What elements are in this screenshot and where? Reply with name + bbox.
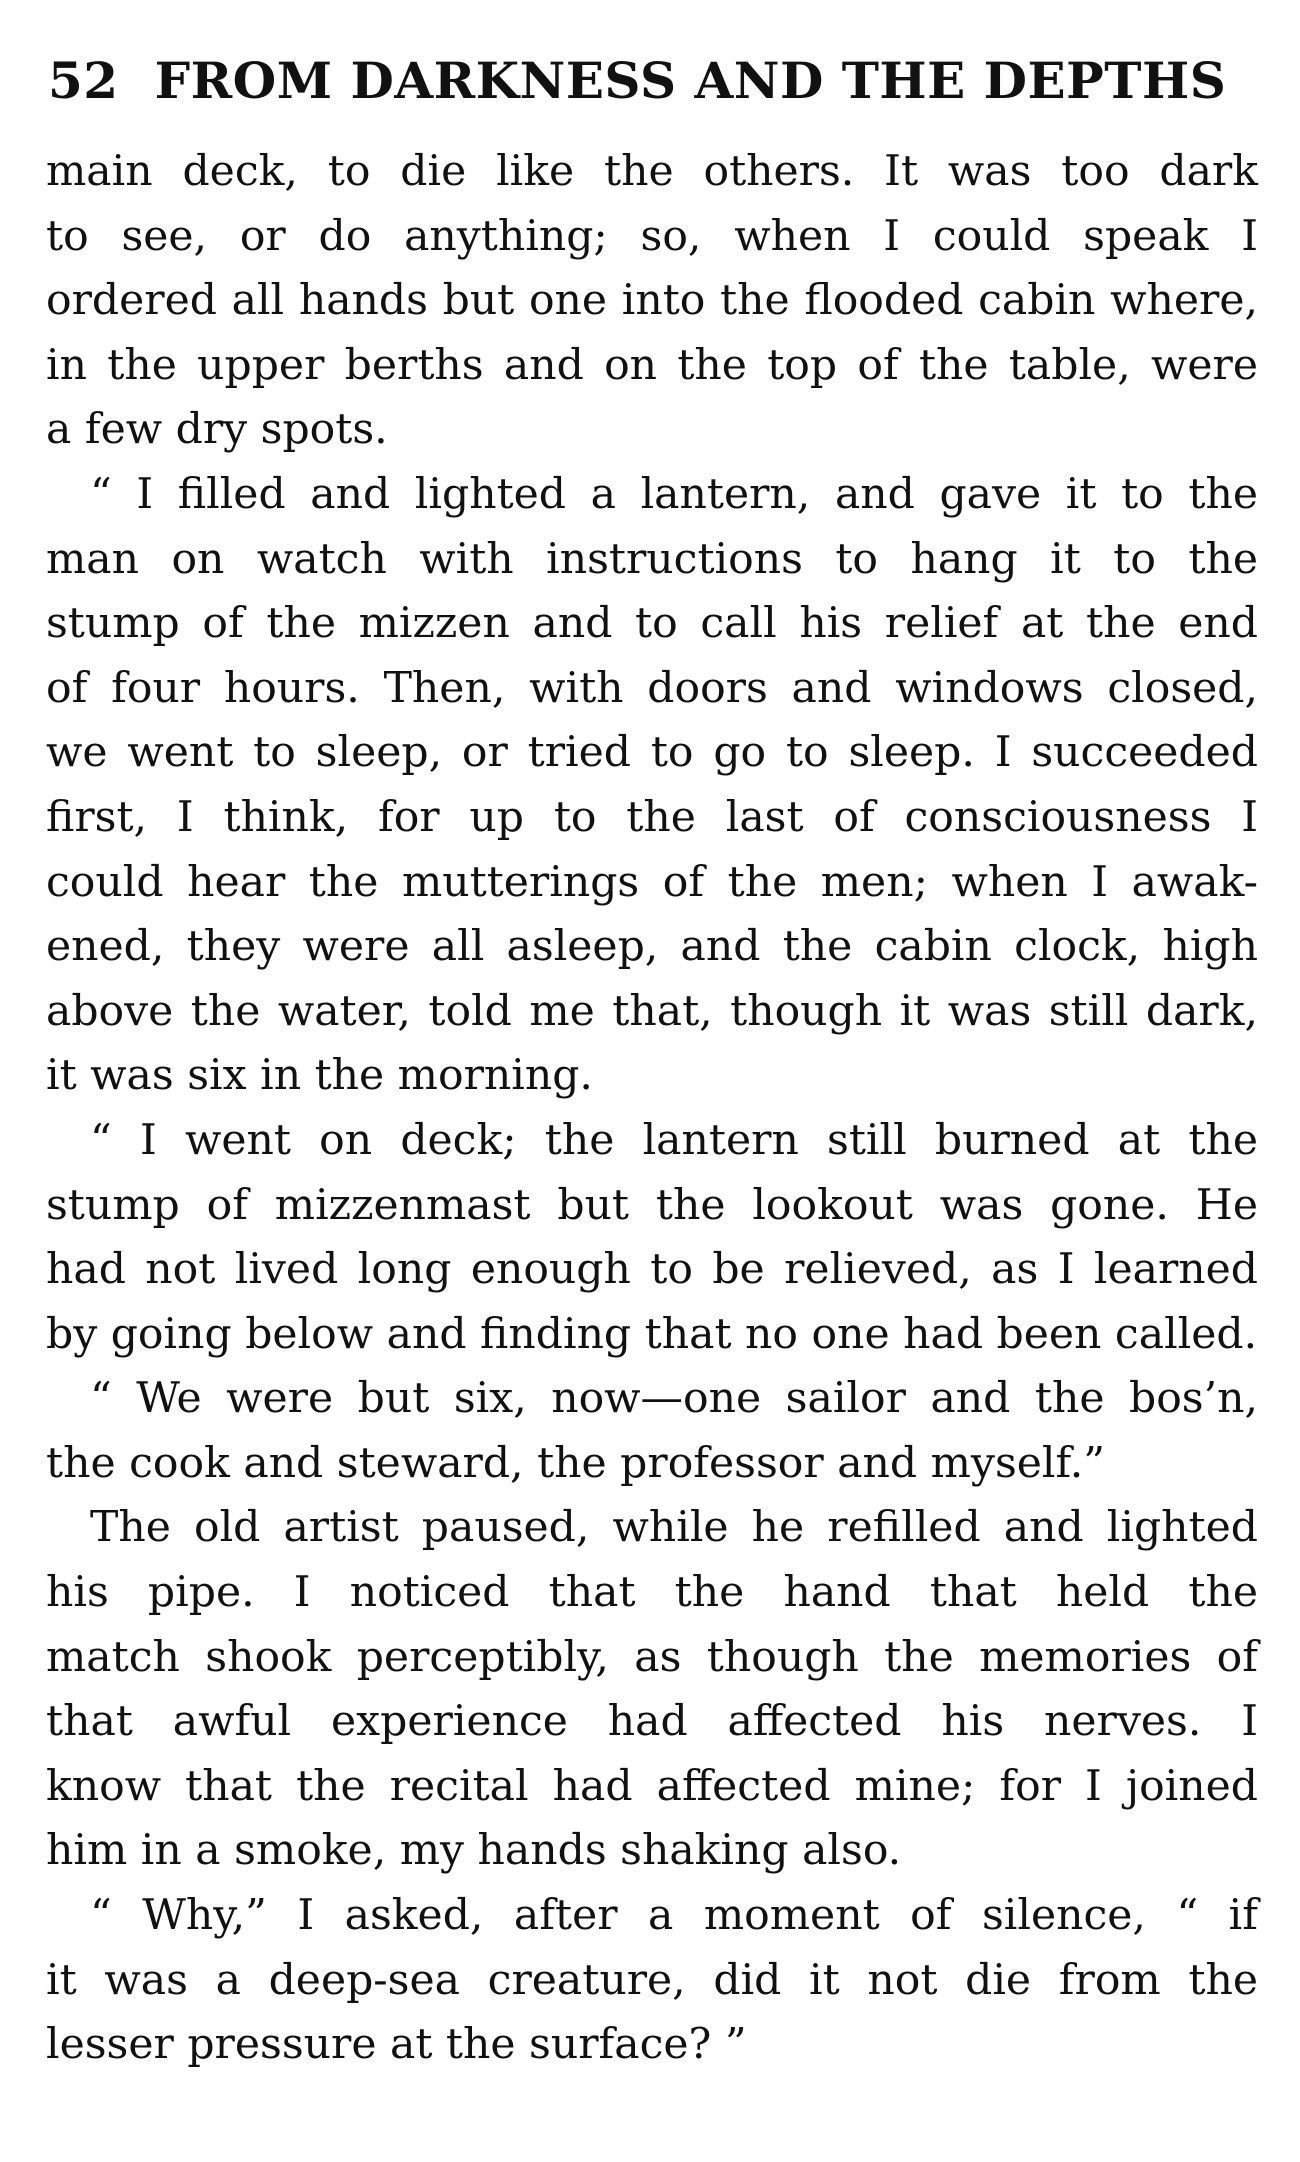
text-line: a few dry spots. (46, 405, 388, 455)
text-line: “ Why,” I asked, after a moment of silence, “ if (90, 1891, 1258, 1941)
text-line: The old artist paused, while he refilled and lighted (90, 1503, 1258, 1553)
text-line: could hear the mutterings of the men; when I awak- (46, 857, 1258, 907)
text-line: “ I went on deck; the lantern still burned at the (90, 1115, 1258, 1165)
paragraph (46, 1367, 1258, 1496)
text-line: the cook and steward, the professor and myself.” (46, 1438, 1105, 1488)
text-line: it was six in the morning. (46, 1051, 593, 1101)
text-line: stump of the mizzen and to call his relief at the end (46, 599, 1258, 649)
text-line: ened, they were all asleep, and the cabin clock, high (46, 922, 1258, 972)
text-line: main deck, to die like the others. It was too dark (46, 147, 1258, 196)
text-line: him in a smoke, my hands shaking also. (46, 1826, 902, 1876)
paragraph (46, 1496, 1258, 1884)
text-line: that awful experience had affected his nerves. I (46, 1697, 1258, 1747)
paragraph (46, 140, 1258, 463)
text-line: in the upper berths and on the top of the table, were (46, 340, 1258, 390)
text-line: man on watch with instructions to hang it to the (46, 534, 1258, 584)
text-line: we went to sleep, or tried to go to sleep. I succeeded (46, 728, 1258, 778)
text-line: of four hours. Then, with doors and windows closed, (46, 663, 1258, 713)
running-head (48, 46, 1258, 116)
text-line: by going below and finding that no one had been called. (46, 1309, 1258, 1359)
text-line: stump of mizzenmast but the lookout was gone. He (46, 1180, 1258, 1230)
text-line: match shook perceptibly, as though the memories of (46, 1632, 1258, 1682)
text-line: lesser pressure at the surface? ” (46, 2020, 747, 2070)
running-title: FROM DARKNESS AND THE DEPTHS (154, 51, 1227, 110)
text-line: had not lived long enough to be relieved, as I learned (46, 1245, 1258, 1295)
page-number: 52 (48, 51, 119, 110)
text-line: “ I filled and lighted a lantern, and gave it to the (90, 469, 1258, 519)
text-line: it was a deep-sea creature, did it not die from the (46, 1955, 1258, 2005)
paragraph (46, 1109, 1258, 1367)
paragraph (46, 463, 1258, 1109)
text-line: above the water, told me that, though it was still dark, (46, 986, 1258, 1036)
text-line: first, I think, for up to the last of consciousness I (46, 792, 1258, 842)
text-line: ordered all hands but one into the flooded cabin where, (46, 276, 1258, 326)
text-line: know that the recital had affected mine; for I joined (46, 1761, 1258, 1811)
text-line: “ We were but six, now—one sailor and the bos’n, (90, 1374, 1258, 1424)
text-line: his pipe. I noticed that the hand that held the (46, 1568, 1258, 1618)
body-text (46, 140, 1258, 2078)
text-line: to see, or do anything; so, when I could speak I (46, 211, 1258, 261)
paragraph (46, 1884, 1258, 2078)
